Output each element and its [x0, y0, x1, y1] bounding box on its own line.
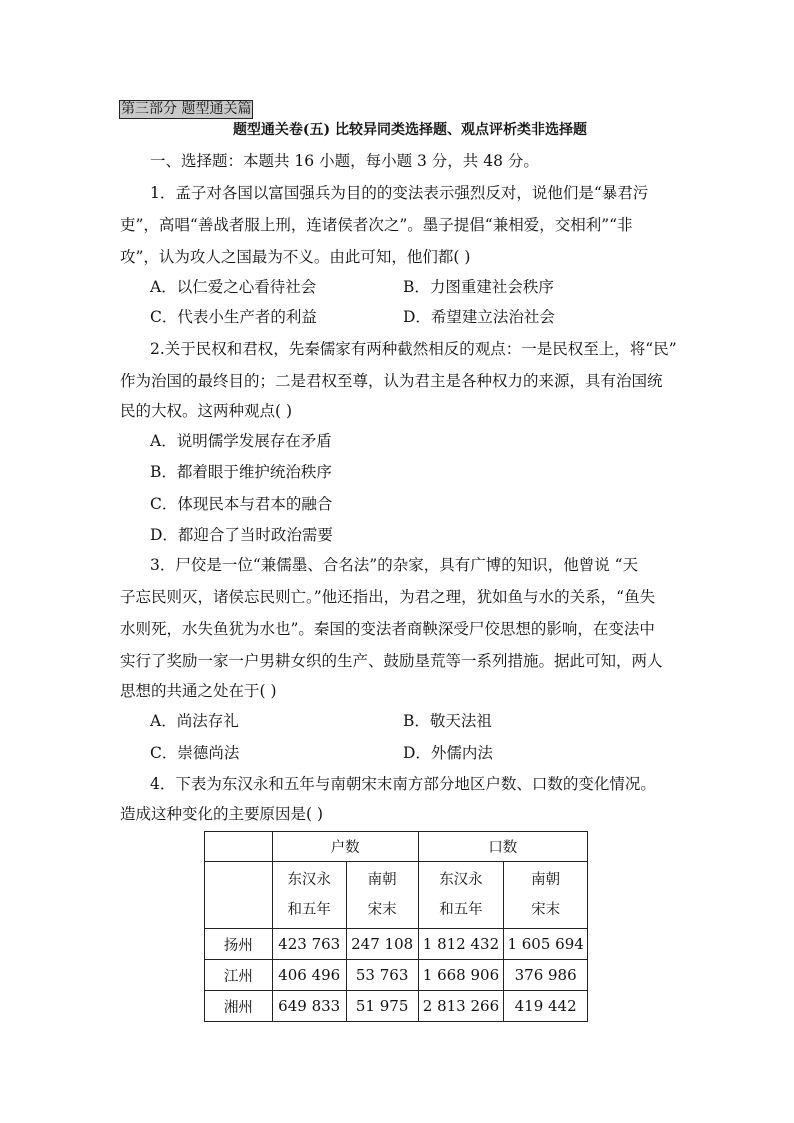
table-header-households: 户数: [272, 832, 418, 862]
population-table: [204, 831, 588, 1022]
paper-title: 题型通关卷(五) 比较异同类选择题、观点评析类非选择题: [232, 122, 588, 138]
table-cell: 247 108: [346, 929, 418, 960]
table-cell-region: 湘州: [205, 991, 273, 1022]
q4-line-2: 造成这种变化的主要原因是( ): [120, 805, 324, 823]
q2-option-d: D．都迎合了当时政治需要: [150, 526, 333, 544]
table-cell: 419 442: [504, 991, 588, 1022]
table-row: [205, 991, 588, 1022]
q3-option-a: A．尚法存礼: [150, 712, 239, 730]
table-corner-cell: [205, 862, 273, 929]
q1-option-a: A．以仁爱之心看待社会: [150, 278, 317, 296]
table-cell: 423 763: [272, 929, 346, 960]
q2-line-3: 民的大权。这两种观点( ): [120, 402, 293, 420]
table-cell-region: 江州: [205, 960, 273, 991]
table-cell: 1 668 906: [418, 960, 504, 991]
q3-option-d: D．外儒内法: [403, 744, 493, 762]
q3-line-1: 3．尸佼是一位“兼儒墨、合名法”的杂家，具有广博的知识，他曾说 “天: [150, 556, 639, 574]
table-sub-header: 东汉永 和五年: [272, 862, 346, 929]
table-cell: 2 813 266: [418, 991, 504, 1022]
table-sub-header: 南朝 宋末: [504, 862, 588, 929]
table-cell: 1 812 432: [418, 929, 504, 960]
q2-line-1: 2.关于民权和君权，先秦儒家有两种截然相反的观点：一是民权至上，将“民”: [150, 340, 677, 358]
table-cell: 376 986: [504, 960, 588, 991]
table-sub-header: 东汉永 和五年: [418, 862, 504, 929]
table-header-population: 口数: [418, 832, 587, 862]
q1-option-c: C．代表小生产者的利益: [150, 308, 317, 326]
table-cell: 406 496: [272, 960, 346, 991]
q3-line-3: 水则死，水失鱼犹为水也”。秦国的变法者商鞅深受尸佼思想的影响，在变法中: [120, 620, 655, 638]
table-row: [205, 929, 588, 960]
table-sub-header: 南朝 宋末: [346, 862, 418, 929]
q3-line-2: 子忘民则灭，诸侯忘民则亡。”他还指出，为君之理，犹如鱼与水的关系，“鱼失: [120, 588, 656, 606]
q3-line-5: 思想的共通之处在于( ): [120, 682, 277, 700]
table-cell: 51 975: [346, 991, 418, 1022]
section-heading: 一、选择题：本题共 16 小题，每小题 3 分，共 48 分。: [150, 152, 539, 170]
table-row: [205, 960, 588, 991]
q1-option-d: D．希望建立法治社会: [403, 308, 555, 326]
q1-option-b: B．力图重建社会秩序: [403, 278, 554, 296]
q2-option-c: C．体现民本与君本的融合: [150, 495, 333, 513]
q2-option-b: B．都着眼于维护统治秩序: [150, 463, 332, 481]
q2-option-a: A．说明儒学发展存在矛盾: [150, 432, 332, 450]
q3-line-4: 实行了奖励一家一户男耕女织的生产、鼓励垦荒等一系列措施。据此可知，两人: [120, 652, 663, 670]
q1-line-2: 吏”，高唱“善战者服上刑，连诸侯者次之”。墨子提倡“兼相爱，交相利”“非: [120, 216, 633, 234]
q4-line-1: 4．下表为东汉永和五年与南朝宋末南方部分地区户数、口数的变化情况。: [150, 775, 656, 793]
table-cell: 53 763: [346, 960, 418, 991]
q3-option-b: B．敬天法祖: [403, 712, 492, 730]
q1-line-3: 攻”，认为攻人之国最为不义。由此可知，他们都( ): [120, 248, 471, 266]
table-sub-header-row: [205, 862, 588, 929]
table-corner-cell: [205, 832, 273, 862]
q1-line-1: 1．孟子对各国以富国强兵为目的的变法表示强烈反对，说他们是“暴君污: [150, 184, 649, 202]
q3-option-c: C．崇德尚法: [150, 744, 240, 762]
q2-line-2: 作为治国的最终目的；二是君权至尊，认为君主是各种权力的来源，具有治国统: [120, 372, 663, 390]
table-group-header-row: [205, 832, 588, 862]
section-tag: 第三部分 题型通关篇: [121, 101, 252, 117]
table-cell: 649 833: [272, 991, 346, 1022]
table-cell: 1 605 694: [504, 929, 588, 960]
table-cell-region: 扬州: [205, 929, 273, 960]
